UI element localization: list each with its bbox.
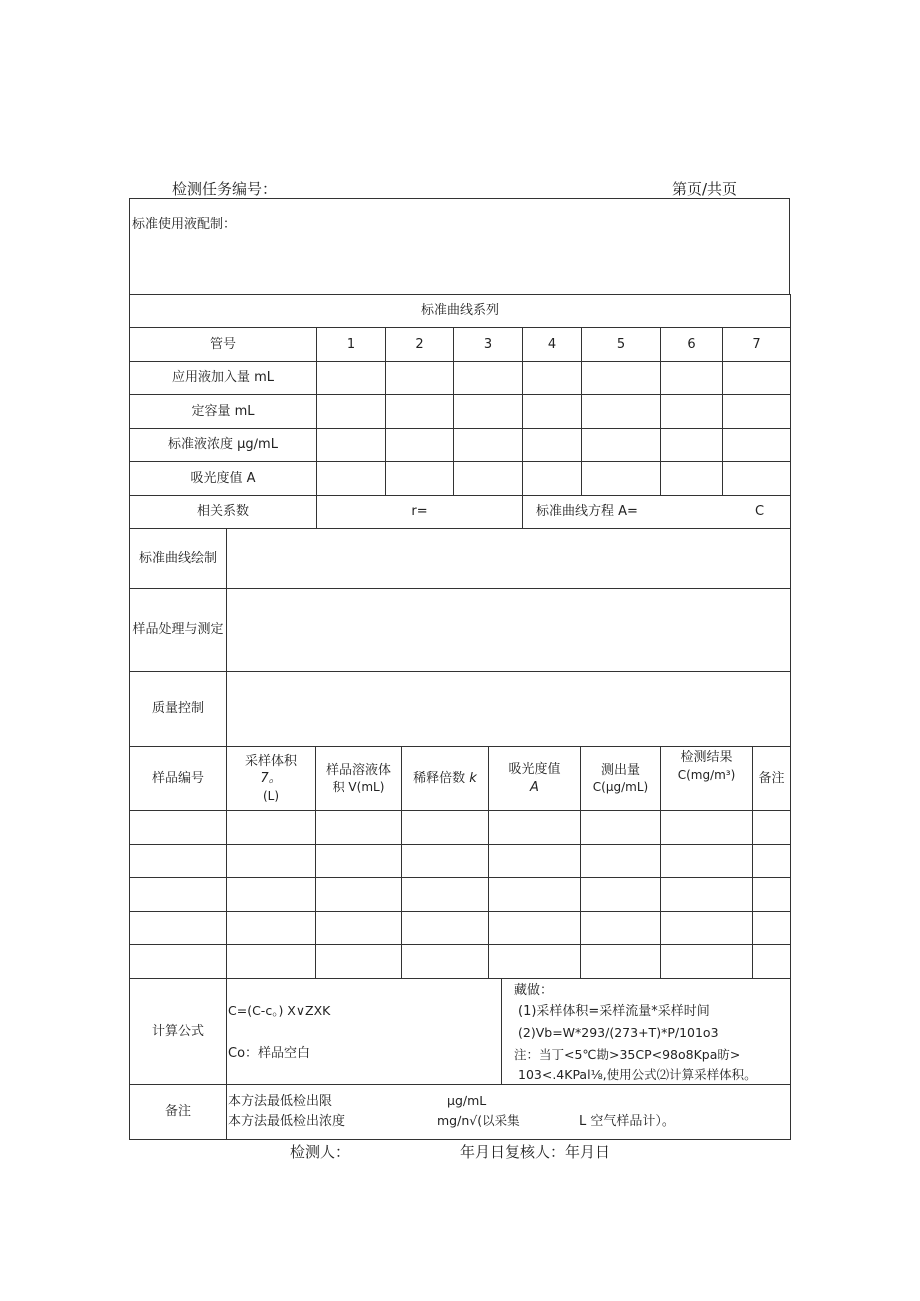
- sample-processing-label: 样品处理与测定: [130, 589, 227, 672]
- cell-input[interactable]: [581, 878, 661, 912]
- curve-drawing-label: 标准曲线绘制: [130, 529, 227, 589]
- cell-input[interactable]: [454, 462, 523, 496]
- row-label-volume-added: 应用液加入量 mL: [130, 362, 317, 395]
- curve-equation-label: 标准曲线方程 A=: [536, 504, 638, 519]
- cell-input[interactable]: [489, 945, 581, 979]
- header-dilution-factor: [402, 747, 489, 811]
- calc-formula-cell: [227, 979, 502, 1085]
- cell-input[interactable]: [753, 845, 791, 878]
- correlation-label: 相关系数: [130, 496, 317, 529]
- calc-notes-line4: 103<.4KPal⅛,使用公式⑵计算采样体积。: [518, 1067, 757, 1082]
- standard-solution-prep-section: [129, 198, 790, 294]
- row-label-absorbance: 吸光度值 A: [130, 462, 317, 496]
- remark-min-concentration: 本方法最低检出浓度: [228, 1114, 346, 1129]
- cell-input[interactable]: [489, 845, 581, 878]
- header-absorbance-line1: 吸光度值: [508, 761, 561, 777]
- cell-input[interactable]: [661, 912, 753, 945]
- curve-drawing-area[interactable]: [227, 529, 791, 589]
- cell-input[interactable]: [402, 912, 489, 945]
- task-number-label: 检测任务编号：: [172, 180, 278, 198]
- curve-equation-field[interactable]: [523, 496, 791, 529]
- header-result-line1: 检测结果: [680, 750, 733, 765]
- table-row: [130, 945, 791, 979]
- cell-input[interactable]: [753, 811, 791, 845]
- cell-input[interactable]: [317, 462, 386, 496]
- cell-input[interactable]: [386, 395, 454, 429]
- header-solution-volume: [316, 747, 402, 811]
- header-sampling-volume-line3: (L): [262, 788, 280, 803]
- cell-input[interactable]: [523, 362, 582, 395]
- cell-input[interactable]: [386, 462, 454, 496]
- cell-input[interactable]: [316, 811, 402, 845]
- cell-input[interactable]: [316, 912, 402, 945]
- table-row: [130, 811, 791, 845]
- cell-input[interactable]: [581, 845, 661, 878]
- cell-input[interactable]: [454, 362, 523, 395]
- cell-input[interactable]: [661, 462, 723, 496]
- cell-input[interactable]: [130, 945, 227, 979]
- header-solution-volume-line2: 积 V(mL): [332, 780, 385, 795]
- reviewer-dates-label: 年月日复核人：年月日: [460, 1143, 611, 1161]
- cell-input[interactable]: [489, 878, 581, 912]
- cell-input[interactable]: [661, 395, 723, 429]
- cell-input[interactable]: [454, 429, 523, 462]
- cell-input[interactable]: [130, 845, 227, 878]
- calculation-table: [129, 978, 791, 1140]
- header-sample-id: 样品编号: [130, 747, 227, 811]
- standard-solution-prep-label: 标准使用液配制：: [132, 217, 237, 232]
- header-sampling-volume-line1: 采样体积: [244, 753, 297, 769]
- header-dilution-factor-text: 稀释倍数: [413, 770, 470, 786]
- calc-notes-title: 藏做：: [514, 983, 554, 998]
- header-dilution-factor-k: k: [469, 770, 477, 786]
- cell-input[interactable]: [227, 878, 316, 912]
- cell-input[interactable]: [661, 845, 753, 878]
- cell-input[interactable]: [402, 878, 489, 912]
- cell-input[interactable]: [723, 462, 791, 496]
- header-result: [661, 747, 753, 811]
- cell-input[interactable]: [316, 845, 402, 878]
- calc-formula-label: 计算公式: [130, 979, 227, 1085]
- cell-input[interactable]: [723, 429, 791, 462]
- quality-control-label: 质量控制: [130, 672, 227, 747]
- method-sections-table: [129, 528, 791, 747]
- tube-5: 5: [582, 328, 661, 362]
- correlation-r-field[interactable]: r=: [317, 496, 523, 529]
- cell-input[interactable]: [227, 811, 316, 845]
- cell-input[interactable]: [523, 429, 582, 462]
- cell-input[interactable]: [582, 462, 661, 496]
- sample-processing-area[interactable]: [227, 589, 791, 672]
- cell-input[interactable]: [317, 395, 386, 429]
- tube-1: 1: [317, 328, 386, 362]
- cell-input[interactable]: [316, 878, 402, 912]
- curve-equation-c: C: [754, 504, 765, 519]
- cell-input[interactable]: [316, 945, 402, 979]
- cell-input[interactable]: [581, 811, 661, 845]
- cell-input[interactable]: [317, 429, 386, 462]
- header-notes: 备注: [753, 747, 791, 811]
- cell-input[interactable]: [661, 945, 753, 979]
- table-row: [130, 878, 791, 912]
- cell-input[interactable]: [130, 878, 227, 912]
- tube-3: 3: [454, 328, 523, 362]
- remark-detection-limit: 本方法最低检出限: [228, 1094, 333, 1109]
- cell-input[interactable]: [581, 912, 661, 945]
- cell-input[interactable]: [402, 945, 489, 979]
- cell-input[interactable]: [723, 362, 791, 395]
- calc-notes-line1: (1)采样体积=采样流量*采样时间: [518, 1004, 710, 1019]
- cell-input[interactable]: [130, 912, 227, 945]
- calc-notes-line3: 注：当丁<5℃勘>35CP<98o8Kpa昉>: [514, 1047, 741, 1062]
- remark-air-sample: L 空气样品计）。: [579, 1114, 675, 1129]
- row-label-concentration: 标准液浓度 μg∕mL: [130, 429, 317, 462]
- cell-input[interactable]: [661, 811, 753, 845]
- tube-7: 7: [723, 328, 791, 362]
- cell-input[interactable]: [581, 945, 661, 979]
- cell-input[interactable]: [661, 878, 753, 912]
- header-result-line2: C(mg∕m³): [677, 767, 736, 782]
- cell-input[interactable]: [489, 811, 581, 845]
- page-number-label: 第页/共页: [672, 180, 738, 198]
- sample-results-table: [129, 746, 791, 979]
- cell-input[interactable]: [582, 395, 661, 429]
- cell-input[interactable]: [523, 462, 582, 496]
- header-solution-volume-line1: 样品溶液体: [325, 762, 391, 778]
- cell-input[interactable]: [227, 912, 316, 945]
- cell-input[interactable]: [317, 362, 386, 395]
- cell-input[interactable]: [227, 845, 316, 878]
- cell-input[interactable]: [489, 912, 581, 945]
- header-absorbance-line2: A: [530, 779, 539, 795]
- cell-input[interactable]: [402, 811, 489, 845]
- header-sampling-volume: [227, 747, 316, 811]
- cell-input[interactable]: [454, 395, 523, 429]
- header-measured-amount: [581, 747, 661, 811]
- remark-cell: [227, 1085, 791, 1140]
- cell-input[interactable]: [386, 362, 454, 395]
- header-measured-amount-line2: C(μg∕mL): [592, 780, 649, 795]
- calc-formula: C=(C-c。) X∨ZXK: [228, 1003, 331, 1018]
- cell-input[interactable]: [227, 945, 316, 979]
- header-sampling-volume-line2: 7。: [260, 771, 282, 787]
- table-row: [130, 912, 791, 945]
- standard-curve-table: [129, 294, 791, 529]
- tube-4: 4: [523, 328, 582, 362]
- cell-input[interactable]: [753, 878, 791, 912]
- cell-input[interactable]: [723, 395, 791, 429]
- cell-input[interactable]: [386, 429, 454, 462]
- inspector-label: 检测人：: [290, 1143, 351, 1161]
- tube-2: 2: [386, 328, 454, 362]
- table-row: [130, 845, 791, 878]
- remark-detection-limit-unit: μg∕mL: [447, 1093, 487, 1108]
- cell-input[interactable]: [753, 912, 791, 945]
- tube-6: 6: [661, 328, 723, 362]
- calc-notes-line2: (2)Vb=W*293∕(273+T)*P∕101o3: [518, 1025, 719, 1040]
- row-label-final-volume: 定容量 mL: [130, 395, 317, 429]
- cell-input[interactable]: [582, 429, 661, 462]
- calc-notes-cell: [502, 979, 791, 1085]
- calc-blank-note: Co：样品空白: [228, 1046, 311, 1061]
- standard-curve-title: 标准曲线系列: [130, 295, 791, 328]
- cell-input[interactable]: [130, 811, 227, 845]
- remark-min-concentration-unit: mg∕n√(以采集: [437, 1113, 520, 1128]
- header-measured-amount-line1: 测出量: [600, 762, 640, 778]
- remark-label: 备注: [130, 1085, 227, 1140]
- cell-input[interactable]: [661, 362, 723, 395]
- cell-input[interactable]: [523, 395, 582, 429]
- cell-input[interactable]: [753, 945, 791, 979]
- cell-input[interactable]: [582, 362, 661, 395]
- cell-input[interactable]: [402, 845, 489, 878]
- header-absorbance: [489, 747, 581, 811]
- tube-number-label: 管号: [130, 328, 317, 362]
- quality-control-area[interactable]: [227, 672, 791, 747]
- cell-input[interactable]: [661, 429, 723, 462]
